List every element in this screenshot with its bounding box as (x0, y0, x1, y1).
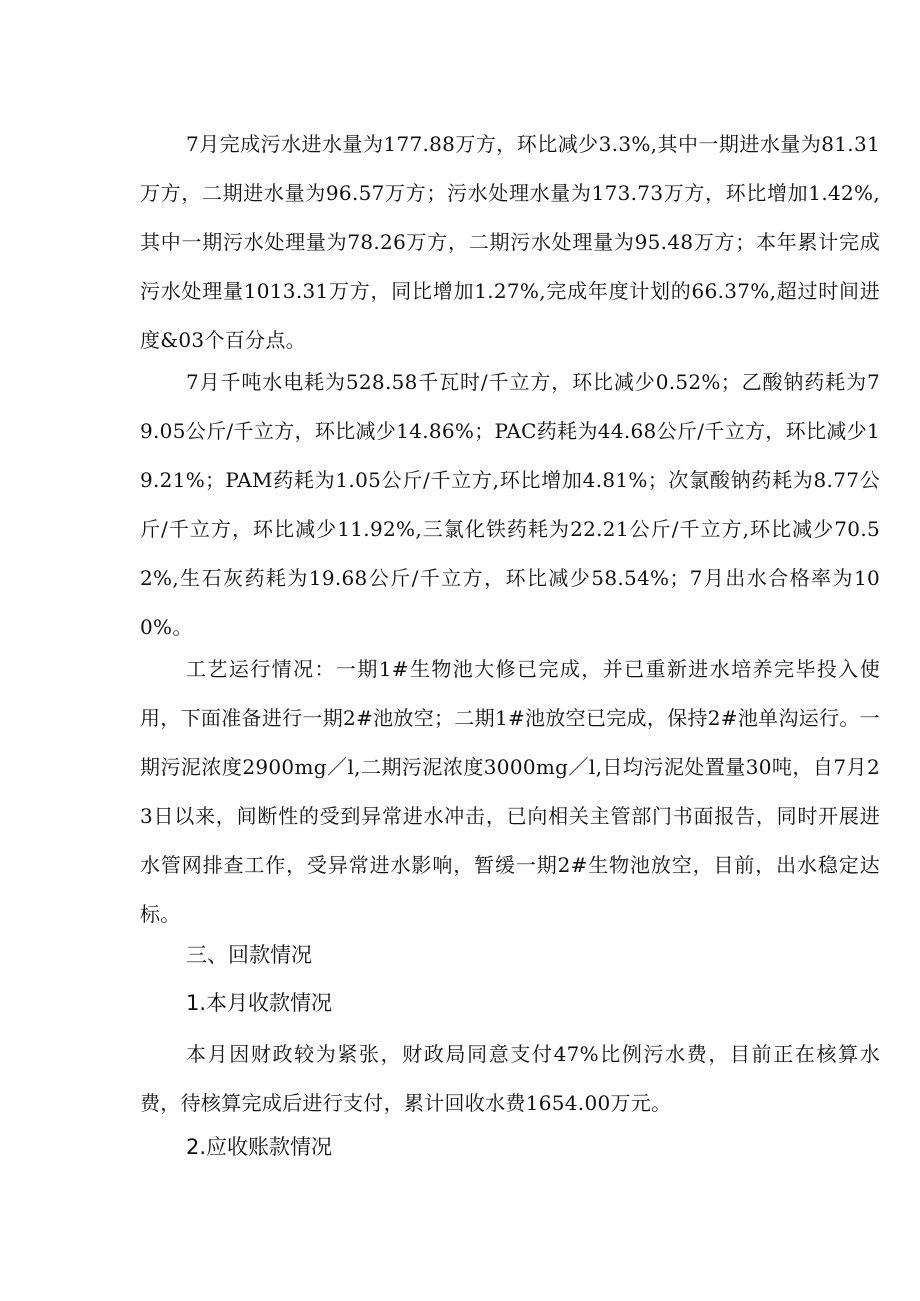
subheading-receivables: 2.应收账款情况 (186, 1135, 333, 1159)
paragraph-monthly-collection: 本月因财政较为紧张，财政局同意支付47%比例污水费，目前正在核算水费，待核算完成后进行支付，累计回收水费1654.00万元。 (140, 1042, 880, 1115)
paragraph-consumption: 7月千吨水电耗为528.58千瓦时/千立方，环比减少0.52%；乙酸钠药耗为79.05公斤/千立方，环比减少14.86%；PAC药耗为44.68公斤/千立方，环比减少19.21%；PAM药耗为1.05公斤/千立方,环比增加4.81%；次氯酸钠药耗为8.77公斤/千立方，环比减少11.92%,三氯化铁药耗为22.21公斤/千立方,环比减少70.52%,生石灰药耗为19.68公斤/千立方，环比减少58.54%；7月出水合格率为100%。 (140, 370, 880, 639)
paragraph-process-operation: 工艺运行情况：一期1#生物池大修已完成，并已重新进水培养完毕投入使用，下面准备进行一期2#池放空；二期1#池放空已完成，保持2#池单沟运行。一期污泥浓度2900mg／l,二期污泥浓度3000mg／l,日均污泥处置量30吨，自7月23日以来，间断性的受到异常进水冲击，已向相关主管部门书面报告，同时开展进水管网排查工作，受异常进水影响，暂缓一期2#生物池放空，目前，出水稳定达标。 (140, 657, 880, 926)
paragraph-water-intake: 7月完成污水进水量为177.88万方，环比减少3.3%,其中一期进水量为81.31万方，二期进水量为96.57万方；污水处理水量为173.73万方，环比增加1.42%,其中一期污水处理量为78.26万方，二期污水处理量为95.48万方；本年累计完成污水处理量1013.31万方，同比增加1.27%,完成年度计划的66.37%,超过时间进度&03个百分点。 (140, 132, 880, 352)
subheading-monthly-collection: 1.本月收款情况 (186, 991, 333, 1015)
section-heading-payment: 三、回款情况 (186, 943, 312, 967)
